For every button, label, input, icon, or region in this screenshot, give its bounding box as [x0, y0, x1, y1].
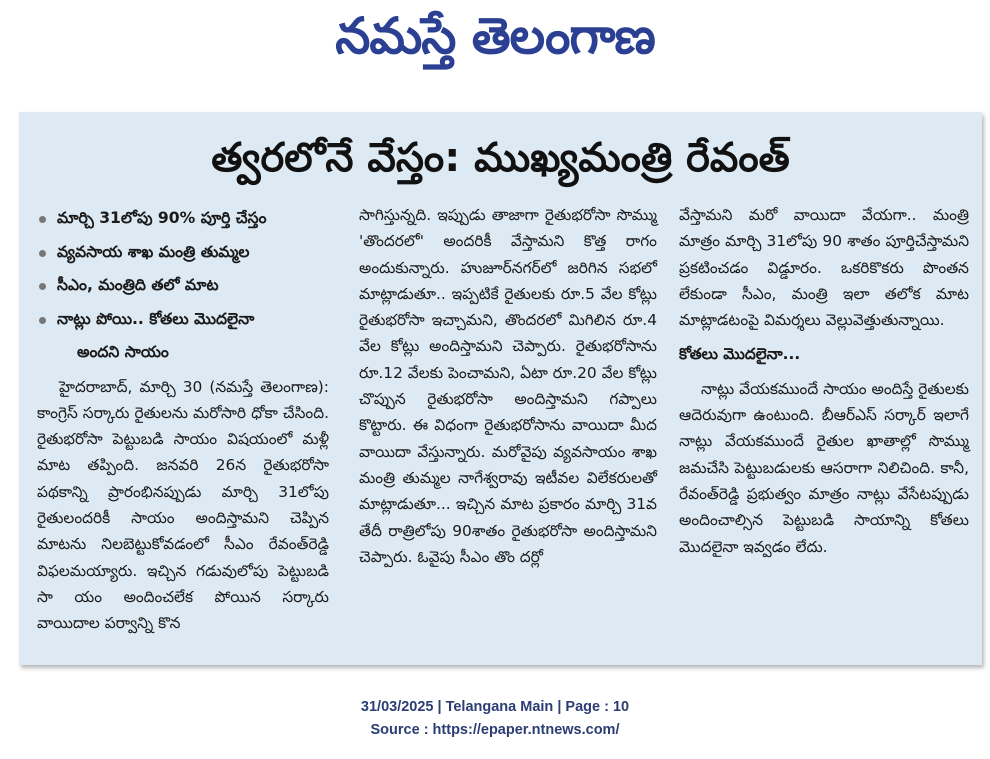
article-column-2: [359, 202, 657, 570]
publication-info: 31/03/2025 | Telangana Main | Page : 10: [360, 699, 630, 715]
article-column-3: [679, 202, 969, 560]
article-body-text: హైదరాబాద్, మార్చి 30 (నమస్తే తెలంగాణ): కాంగ్రెస్ సర్కారు రైతులను మరోసారి ధోకా చేసింది. రైతుభరోసా పెట్టుబడి సాయం విషయంలో మళ్లీ మాట తప్పింది. జనవరి 26న రైతుభరోసా పథకాన్ని ప్రారంభినప్పుడు మార్చి 31లోపు రైతులందరికీ సాయం అందిస్తామని చెప్పిన మాటను నిలబెట్టుకోవడంలో సీఎం రేవంత్‌రెడ్డి విఫలమయ్యారు. ఇచ్చిన గడువులోపు పెట్టుబడి సా యం అందించలేక పోయిన సర్కారు వాయిదాల పర్వాన్ని కొన: [37, 377, 329, 633]
highlight-item: [37, 236, 329, 270]
clipping-footer: [0, 696, 990, 742]
highlight-item: [37, 202, 329, 236]
article-column-1: [37, 202, 329, 636]
highlight-continuation: అందని సాయం: [77, 343, 169, 361]
article-body-text: నాట్లు వేయకముందే సాయం అందిస్తే రైతులకు ఆదెరువుగా ఉంటుంది. బీఆర్‌ఎస్ సర్కార్ ఇలాగే నాట్లు వేయకముందే రైతుల ఖాతాల్లో సొమ్ము జమచేసి పెట్టుబడులకు ఆసరాగా నిలిచింది. కానీ, రేవంత్‌రెడ్డి ప్రభుత్వం మాత్రం నాట్లు వేసేటప్పుడు అందించాల్సిన పెట్టుబడి సాయాన్ని కోతలు మొదలైనా ఇవ్వడం లేదు.: [679, 379, 969, 556]
highlight-list: [37, 202, 329, 370]
article-body-text: సాగిస్తున్నది. ఇప్పుడు తాజాగా రైతుభరోసా సొమ్ము 'తొందరలో' అందరికీ వేస్తామని కొత్త రాగం అందుకున్నారు. హుజూర్‌నగర్‌లో జరిగిన సభలో మాట్లాడుతూ.. ఇప్పటికే రైతులకు రూ.5 వేల కోట్లు రైతుభరోసా ఇచ్చామని, తొందరలో మిగిలిన రూ.4 వేల కోట్లు అందిస్తామని చెప్పారు. రైతుభరోసాను రూ.12 వేలకు పెంచామని, ఏటా రూ.20 వేల కోట్లు చొప్పున రైతుభరోసా అందిస్తామని గప్పాలు కొట్టారు. ఈ విధంగా రైతుభరోసాను వాయిదా మీద వాయిదా వేస్తున్నారు. మరోవైపు వ్యవసాయం శాఖ మంత్రి తుమ్మల నాగేశ్వరావు ఇటీవల విలేకరులతో మాట్లాడుతూ... ఇచ్చిన మాట ప్రకారం మార్చి 31వ తేదీ రాత్రిలోపు 90శాతం రైతుభరోసా అందిస్తామని చెప్పారు. ఓవైపు సీఎం తొం దర్లో: [359, 206, 657, 566]
article-clipping: [19, 112, 982, 665]
bullet-icon: [39, 250, 46, 257]
newspaper-masthead: నమస్తే తెలంగాణ: [335, 7, 655, 65]
highlight-text: వ్యవసాయ శాఖ మంత్రి తుమ్మల: [57, 242, 250, 261]
bullet-icon: [39, 317, 46, 324]
highlight-text: నాట్లు పోయి.. కోతలు మొదలైనా: [57, 309, 255, 328]
article-subheading: కోతలు మొదలైనా...: [679, 345, 801, 364]
bullet-icon: [39, 283, 46, 290]
highlight-text: సీఎం, మంత్రిది తలో మాట: [57, 276, 219, 294]
article-headline: త్వరలోనే వేస్తం: ముఖ్యమంత్రి రేవంత్: [211, 135, 790, 181]
bullet-icon: [39, 216, 46, 223]
highlight-item: [37, 303, 329, 370]
highlight-item: [37, 269, 329, 303]
highlight-text: మార్చి 31లోపు 90% పూర్తి చేస్తం: [57, 209, 267, 227]
article-body-text: వేస్తామని మరో వాయిదా వేయగా.. మంత్రి మాత్రం మార్చి 31లోపు 90 శాతం పూర్తిచేస్తామని ప్రకటించడం విడ్డూరం. ఒకరికొకరు పొంతన లేకుండా సీఎం, మంత్రి ఇలా తలోక మాట మాట్లాడటంపై విమర్శలు వెల్లువెత్తుతున్నాయి.: [679, 206, 969, 330]
source-link[interactable]: Source : https://epaper.ntnews.com/: [370, 722, 620, 738]
